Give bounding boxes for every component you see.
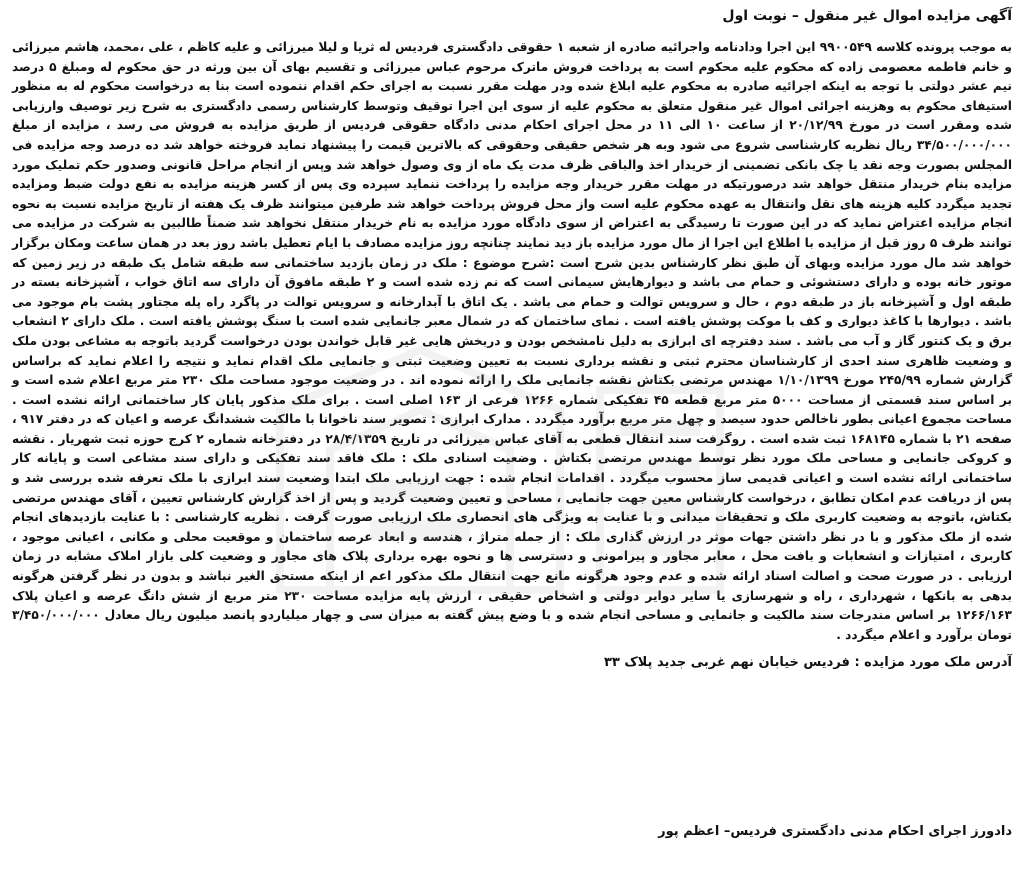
notice-body: به موجب پرونده کلاسه ۹۹۰۰۵۴۹ این اجرا ودادنامه واجرائیه صادره از شعبه ۱ حقوقی دادگستری فردیس له ثریا و لیلا میرزائی و علیه کاظم ، علی ،محمد، هاشم میرزائی و خانم فاطمه معصومی زاده که محکوم علیه محکوم است به پرداخت فروش ماترک مرحوم عباس میرزائی و تقسیم بهای آن بین ورثه در حق محکوم له ومبلغ ۵ درصد نیم عشر دولتی با توجه به اینکه اجرائیه صادره به محکوم علیه ابلاغ شده ودر مهلت مقرر نسبت به اجرای حکم اقدام ننموده است بنا به درخواست محکوم له به منظور استیفای محکوم به وهزینه اجرائی اموال غیر منقول متعلق به محکوم علیه از سوی این اجرا توقیف وتوسط کارشناس رسمی دادگستری به شرح زیر توصیف وارزیابی شده ومقرر است در مورخ ۲۰/۱۲/۹۹ از ساعت ۱۰ الی ۱۱ در محل اجرای احکام مدنی دادگاه حقوقی فردیس از طریق مزایده به فروش می رسد ، مزایده از مبلغ ۳۴/۵۰۰/۰۰۰/۰۰۰ ریال نظریه کارشناسی شروع می شود وبه هر شخص حقیقی وحقوقی که بالاترین قیمت را پیشنهاد نماید فروخته خواهد شد ده درصد وجه مزایده فی المجلس بصورت وجه نقد یا چک بانکی تضمینی از خریدار اخذ والباقی ظرف مدت یک ماه از وی وصول خواهد شد وپس از انجام مراحل قانونی وصدور حکم تملیک مورد مزایده بنام خریدار منتقل خواهد شد درصورتیکه در مهلت مقرر خریدار وجه مزایده را پرداخت ننماید سپرده وی پس از کسر هزینه مزایده به نفع دولت ضبط ومزایده تجدید میگردد کلیه هزینه های نقل وانتقال به عهده محکوم علیه است واز محل فروش پرداخت خواهد شد طرفین میتوانند ظرف یک هفته از تاریخ مزایده نسبت به نحوه انجام مزایده اعتراض نماید که در این صورت تا رسیدگی به اعتراض از سوی دادگاه مورد مزایده به نام خریدار منتقل نخواهد شد ضمناً طالبین به شرکت در مزایده می توانند ظرف ۵ روز قبل از مزایده با اطلاع این اجرا از مال مورد مزایده باز دید نمایند چنانچه روز مزایده مصادف با ایام تعطیل باشد روز بعد در همان ساعت ومکان برگزار خواهد شد مال مورد مزایده وبهای آن طبق نظر کارشناس بدین شرح است :شرح موضوع : ملک در زمان بازدید ساختمانی سه طبقه شامل یک طبقه در زیر زمین که موتور خانه بوده و دارای دستشوئی و حمام می باشد و دیوارهایش سیمانی است که نم زده شده است و ۲ طبقه مافوق آن دارای سه اتاق خواب ، آشپزخانه بسته در طبقه اول و آشپزخانه باز در طبقه دوم ، حال و سرویس توالت و حمام می باشد . یک اتاق با آبدارخانه و سرویس توالت در پاگرد راه پله مجتاور پشت بام موجود می باشد . دیوارها با کاغذ دیواری و کف با موکت پوشش یافته است . نمای ساختمان که در شمال معبر جانمایی شده است با سنگ پوشش یافته است . ملک دارای ۲ انشعاب برق و یک کنتور گاز و آب می باشد . سند دفترچه ای ابرازی به دلیل نامشخص بودن و دربخش هایی غیر قابل خواندن بودن درخواست گردید باتوجه به مشاعی بودن ملک و وضعیت ظاهری سند احدی از کارشناسان محترم ثبتی و نقشه برداری نسبت به تعیین وضعیت ثبتی و جانمایی ملک اقدام نماید و نتیجه را اعلام نماید که براساس گزارش شماره ۲۴۵/۹۹ مورخ ۱/۱۰/۱۳۹۹ مهندس مرتضی بکتاش نقشه جانمایی ملک را ارائه نموده اند . در وضعیت موجود مساحت ملک ۲۳۰ متر مربع اعلام شده است و بر اساس سند قسمتی از مساحت ۵۰۰۰ متر مربع قطعه ۴۵ تفکیکی شماره ۱۲۶۶ فرعی از ۱۶۳ اصلی است . برای ملک مذکور پایان کار ساختمانی ارائه نشده است . مساحت مجموع اعیانی بطور ناخالص حدود سیصد و چهل متر مربع برآورد میگردد . مدارک ابرازی : تصویر سند ناخوانا با مالکیت ششدانگ عرصه و اعیان که در دفتر ۹۱۷ ، صفحه ۲۱ با شماره ۱۶۸۱۴۵ ثبت شده است . روگرفت سند انتقال قطعی به آقای عباس میرزائی در تاریخ ۲۸/۴/۱۳۵۹ در دفترخانه شماره ۲ کرج حوزه ثبت شهریار . نقشه و کروکی جانمایی و مساحی ملک مورد نظر توسط مهندس مرتضی بکتاش . وضعیت اسنادی ملک : ملک فاقد سند تفکیکی و دارای سند مشاعی است و پایانه کار ساختمانی ارائه نشده است و اعیانی قدیمی ساز محسوب میگردد . اقدامات انجام شده : جهت ارزیابی ملک ابتدا وضعیت سند ابرازی با ملک تعرفه شده بررسی شد و پس از دریافت عدم امکان تطابق ، درخواست کارشناس معین جهت جانمایی ، مساحی و تعیین وضعیت گردید و پس از اخذ گزارش کارشناس تعیین ، آقای مهندس مرتضی بکتاش، باتوجه به وضعیت کاربری ملک و تحقیقات میدانی و با عنایت به ویژگی های انحصاری ملک ارزیابی صورت گرفت . نظریه کارشناسی : با عنایت بازدیدهای انجام شده از ملک مذکور و با در نظر داشتن جهات موثر در ارزش گذاری ملک : از جمله متراژ ، هندسه و ابعاد عرصه ساختمان و موقعیت محلی و مکانی ، اعیانی موجود ، کاربری ، امتیازات و انشعابات و بافت محل ، معابر مجاور و پیرامونی و دسترسی ها و نحوه بهره برداری پلاک های مجاور و وضعیت کلی بازار املاک مشابه در زمان ارزیابی . در صورت صحت و اصالت اسناد ارائه شده و عدم وجود هرگونه مانع جهت انتقال ملک مذکور اعم از اینکه مستحق الغیر نباشد و بدون در نظر گرفتن هرگونه بدهی به بانکها ، شهرداری ، راه و شهرسازی یا سایر دوایر دولتی و اشخاص حقیقی ، ارزش پایه مزایده مساحت ۲۳۰ متر مربع از شش دانگ عرصه و اعیان پلاک ۱۲۶۶/۱۶۳ بر اساس مندرجات سند مالکیت و جانمایی و مساحی انجام شده و با وضع پیش گفته به میزان سی و چهار میلیاردو پانصد میلیون ریال معادل ۳/۴۵۰/۰۰۰/۰۰۰ تومان برآورد و اعلام میگردد . [12,40,1013,642]
signature-line: دادورز اجرای احکام مدنی دادگستری فردیس– اعظم پور [658,824,1012,839]
notice-title: آگهی مزایده اموال غیر منقول – نوبت اول [722,8,1012,24]
property-address: آدرس ملک مورد مزایده : فردیس خیابان نهم غربی جدید پلاک ۳۳ [603,655,1012,671]
